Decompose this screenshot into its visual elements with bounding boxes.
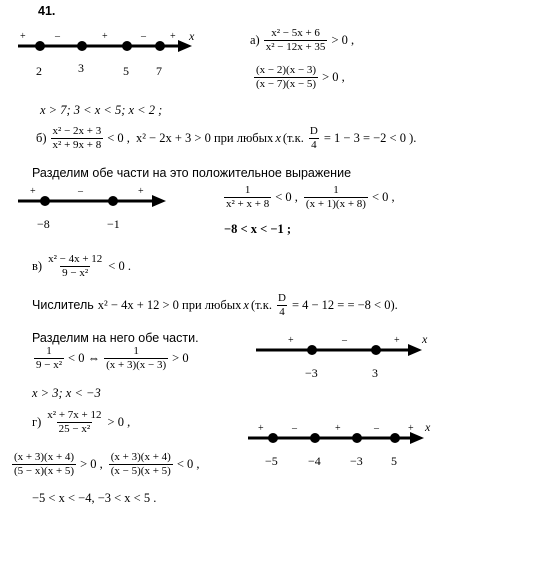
tick-label-a-3: 3 <box>78 61 84 75</box>
b-note-after: = 1 − 3 = −2 < 0 ). <box>323 131 417 146</box>
v-ineq2-right-rel: > 0 <box>172 351 189 366</box>
v-numerator-frac-num: D <box>277 292 286 304</box>
b-ineq2-rel: < 0 , <box>275 190 298 205</box>
tick-label-g-neg3: −3 <box>350 454 363 468</box>
sign-g-1: – <box>292 423 297 434</box>
v-numerator-tk: (т.к. <box>250 298 272 313</box>
v-ineq2-right-num: 1 <box>133 345 139 357</box>
tick-label-v-3: 3 <box>372 366 378 380</box>
g-ineq3-den: (x − 5)(x + 5) <box>110 465 171 477</box>
axis-label-a: x <box>189 29 195 43</box>
b-note-tk: (т.к. <box>282 131 304 146</box>
v-divide-text: Разделим на него обе части. <box>32 331 199 345</box>
tick-label-g-5: 5 <box>391 454 397 468</box>
g-ineq3-rel: < 0 , <box>176 457 200 472</box>
v-ineq2-left-rel: < 0 ⇔ <box>68 351 101 366</box>
v-ineq2-right-den: (x + 3)(x − 3) <box>106 359 167 371</box>
b-ineq3-rel: < 0 , <box>371 190 395 205</box>
g-ineq2-rel: > 0 , <box>80 457 103 472</box>
sign-a-0: + <box>20 31 26 42</box>
sign-g-3: – <box>374 423 379 434</box>
a-ineq2-den: (x − 7)(x − 5) <box>256 78 317 90</box>
g-ineq2-num: (x + 3)(x + 4) <box>14 451 75 463</box>
sign-v-1: – <box>342 335 347 346</box>
a-ineq1-num: x² − 5x + 6 <box>271 27 320 39</box>
tick-label-b-neg1: −1 <box>107 217 120 231</box>
sign-v-2: + <box>394 335 400 346</box>
sign-b-1: – <box>78 186 83 197</box>
sign-g-0: + <box>258 423 264 434</box>
b-ineq2-num: 1 <box>244 184 251 196</box>
sign-v-0: + <box>288 335 294 346</box>
b-note-frac-den: 4 <box>311 139 317 151</box>
tick-label-a-5: 5 <box>123 64 129 78</box>
v-ineq-num: x² − 4x + 12 <box>48 253 103 265</box>
point-g-neg4 <box>310 433 320 443</box>
b-ineq-den: x² + 9x + 8 <box>52 139 102 151</box>
a-answer: x > 7; 3 < x < 5; x < 2 ; <box>40 103 163 117</box>
g-ineq-num: x² + 7x + 12 <box>47 409 102 421</box>
g-ineq-rel: > 0 , <box>107 415 131 430</box>
tick-label-b-neg8: −8 <box>37 217 50 231</box>
a-label: а) <box>250 33 260 48</box>
b-ineq2-den: x² + x + 8 <box>226 198 270 210</box>
b-note-frac-num: D <box>309 125 318 137</box>
a-ineq2-num: (x − 2)(x − 3) <box>256 64 317 76</box>
v-numerator-text: Числитель <box>32 298 94 313</box>
b-ineq3-den: (x + 1)(x + 8) <box>305 198 366 210</box>
g-ineq3-num: (x + 3)(x + 4) <box>110 451 171 463</box>
point-g-neg3 <box>352 433 362 443</box>
g-ineq2-den: (5 − x)(x + 5) <box>14 465 75 477</box>
v-ineq-rel: < 0 . <box>108 259 131 274</box>
sign-a-1: – <box>55 31 60 42</box>
b-ineq-num: x² − 2x + 3 <box>52 125 102 137</box>
tick-label-g-neg5: −5 <box>265 454 278 468</box>
v-ineq2-left-den: 9 − x² <box>36 359 63 371</box>
v-answer: x > 3; x < −3 <box>32 386 101 400</box>
axis-label-g: x <box>425 420 431 434</box>
b-note-x: x <box>275 131 281 146</box>
point-g-neg5 <box>268 433 278 443</box>
b-answer: −8 < x < −1 ; <box>224 222 292 236</box>
b-label: б) <box>36 131 47 146</box>
axis-label-v: x <box>422 332 428 346</box>
sign-a-4: + <box>170 31 176 42</box>
v-numerator-expr: x² − 4x + 12 > 0 при любых <box>97 298 242 313</box>
sign-g-2: + <box>335 423 341 434</box>
tick-label-v-neg3: −3 <box>305 366 318 380</box>
sign-g-4: + <box>408 423 414 434</box>
v-numerator-frac-den: 4 <box>279 306 285 318</box>
v-numerator-x: x <box>243 298 249 313</box>
sign-a-2: + <box>102 31 108 42</box>
b-divide-text: Разделим обе части на это положительное выражение <box>32 166 352 180</box>
v-label: в) <box>32 259 43 274</box>
point-g-5 <box>390 433 400 443</box>
a-ineq1-den: x² − 12x + 35 <box>265 41 326 53</box>
v-ineq2-left-num: 1 <box>46 345 52 357</box>
v-ineq-den: 9 − x² <box>62 267 89 279</box>
b-ineq-rel: < 0 , <box>107 131 130 146</box>
tick-label-g-neg4: −4 <box>308 454 321 468</box>
sign-a-3: – <box>141 31 146 42</box>
g-answer: −5 < x < −4, −3 < x < 5 . <box>32 491 157 505</box>
tick-label-a-7: 7 <box>156 64 162 78</box>
tick-label-a-2: 2 <box>36 64 42 78</box>
g-label: г) <box>32 415 42 430</box>
sign-b-0: + <box>30 186 36 197</box>
v-numerator-after: = 4 − 12 = = −8 < 0). <box>291 298 398 313</box>
sign-b-2: + <box>138 186 144 197</box>
b-ineq3-num: 1 <box>333 184 339 196</box>
b-note-before: x² − 2x + 3 > 0 при любых <box>135 131 274 146</box>
g-ineq-den: 25 − x² <box>58 423 91 435</box>
problem-number: 41. <box>38 4 56 18</box>
a-ineq1-rel: > 0 , <box>331 33 355 48</box>
a-ineq2-rel: > 0 , <box>322 70 345 85</box>
